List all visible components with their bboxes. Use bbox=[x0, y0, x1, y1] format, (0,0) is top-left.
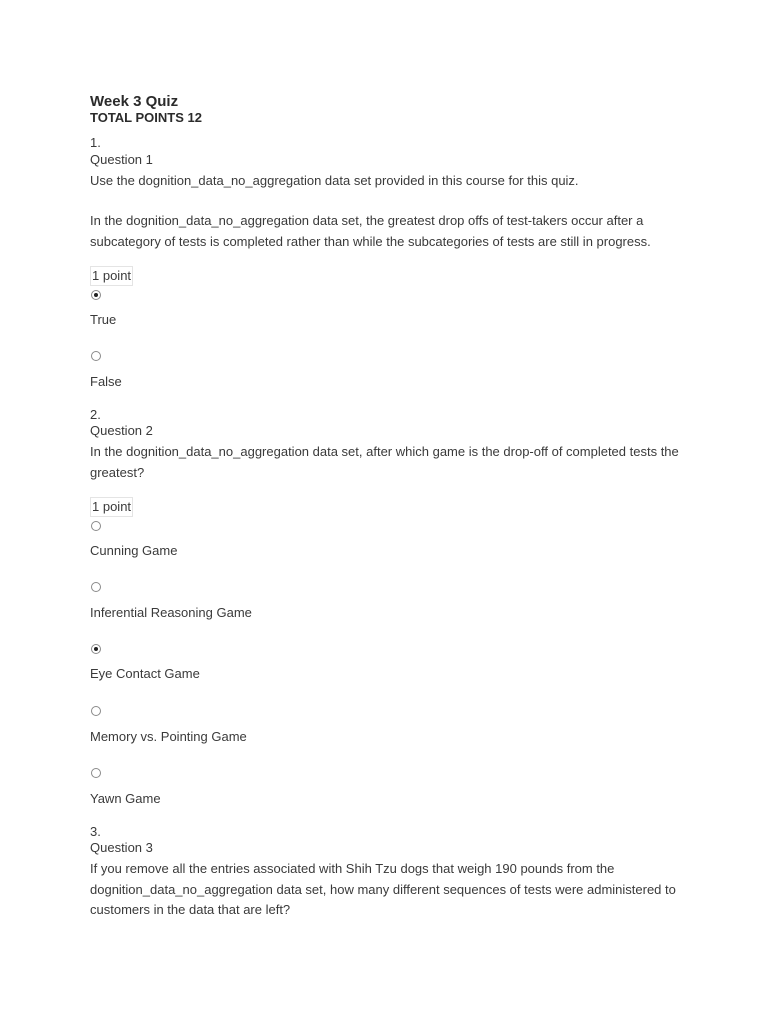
option-radio-eye-contact-game[interactable] bbox=[91, 644, 101, 654]
question-intro: Use the dognition_data_no_aggregation data set provided in this course for this quiz. bbox=[90, 173, 579, 188]
question-label: Question 2 bbox=[90, 423, 153, 438]
question-text: In the dognition_data_no_aggregation data set, the greatest drop offs of test-takers occur after a subcategory of tests is completed rather than while the subcategories of tests are still in progress. bbox=[90, 213, 651, 249]
option-label[interactable]: True bbox=[90, 312, 117, 327]
option-radio-true[interactable] bbox=[91, 290, 101, 300]
option-label[interactable]: False bbox=[90, 374, 122, 389]
question-number: 2. bbox=[90, 407, 101, 422]
option-radio-cunning-game[interactable] bbox=[91, 521, 101, 531]
option-radio-yawn-game[interactable] bbox=[91, 768, 101, 778]
option-label[interactable]: Eye Contact Game bbox=[90, 666, 200, 681]
quiz-total-points: TOTAL POINTS 12 bbox=[90, 110, 202, 125]
question-number: 3. bbox=[90, 824, 101, 839]
quiz-title: Week 3 Quiz bbox=[90, 93, 179, 110]
option-label[interactable]: Cunning Game bbox=[90, 543, 178, 558]
option-radio-inferential-reasoning-game[interactable] bbox=[91, 582, 101, 592]
question-points: 1 point bbox=[90, 266, 133, 286]
option-label[interactable]: Inferential Reasoning Game bbox=[90, 605, 252, 620]
question-text: If you remove all the entries associated with Shih Tzu dogs that weigh 190 pounds from the dognition_data_no_aggregation data set, how many different sequences of tests were administered to customers in the data that are left? bbox=[90, 861, 676, 917]
question-text: In the dognition_data_no_aggregation data set, after which game is the drop-off of completed tests the greatest? bbox=[90, 444, 679, 480]
question-points: 1 point bbox=[90, 497, 133, 517]
option-label[interactable]: Yawn Game bbox=[90, 791, 161, 806]
option-radio-memory-vs-pointing-game[interactable] bbox=[91, 706, 101, 716]
option-radio-false[interactable] bbox=[91, 351, 101, 361]
question-label: Question 3 bbox=[90, 840, 153, 855]
question-label: Question 1 bbox=[90, 152, 153, 167]
option-label[interactable]: Memory vs. Pointing Game bbox=[90, 729, 247, 744]
question-number: 1. bbox=[90, 135, 101, 150]
